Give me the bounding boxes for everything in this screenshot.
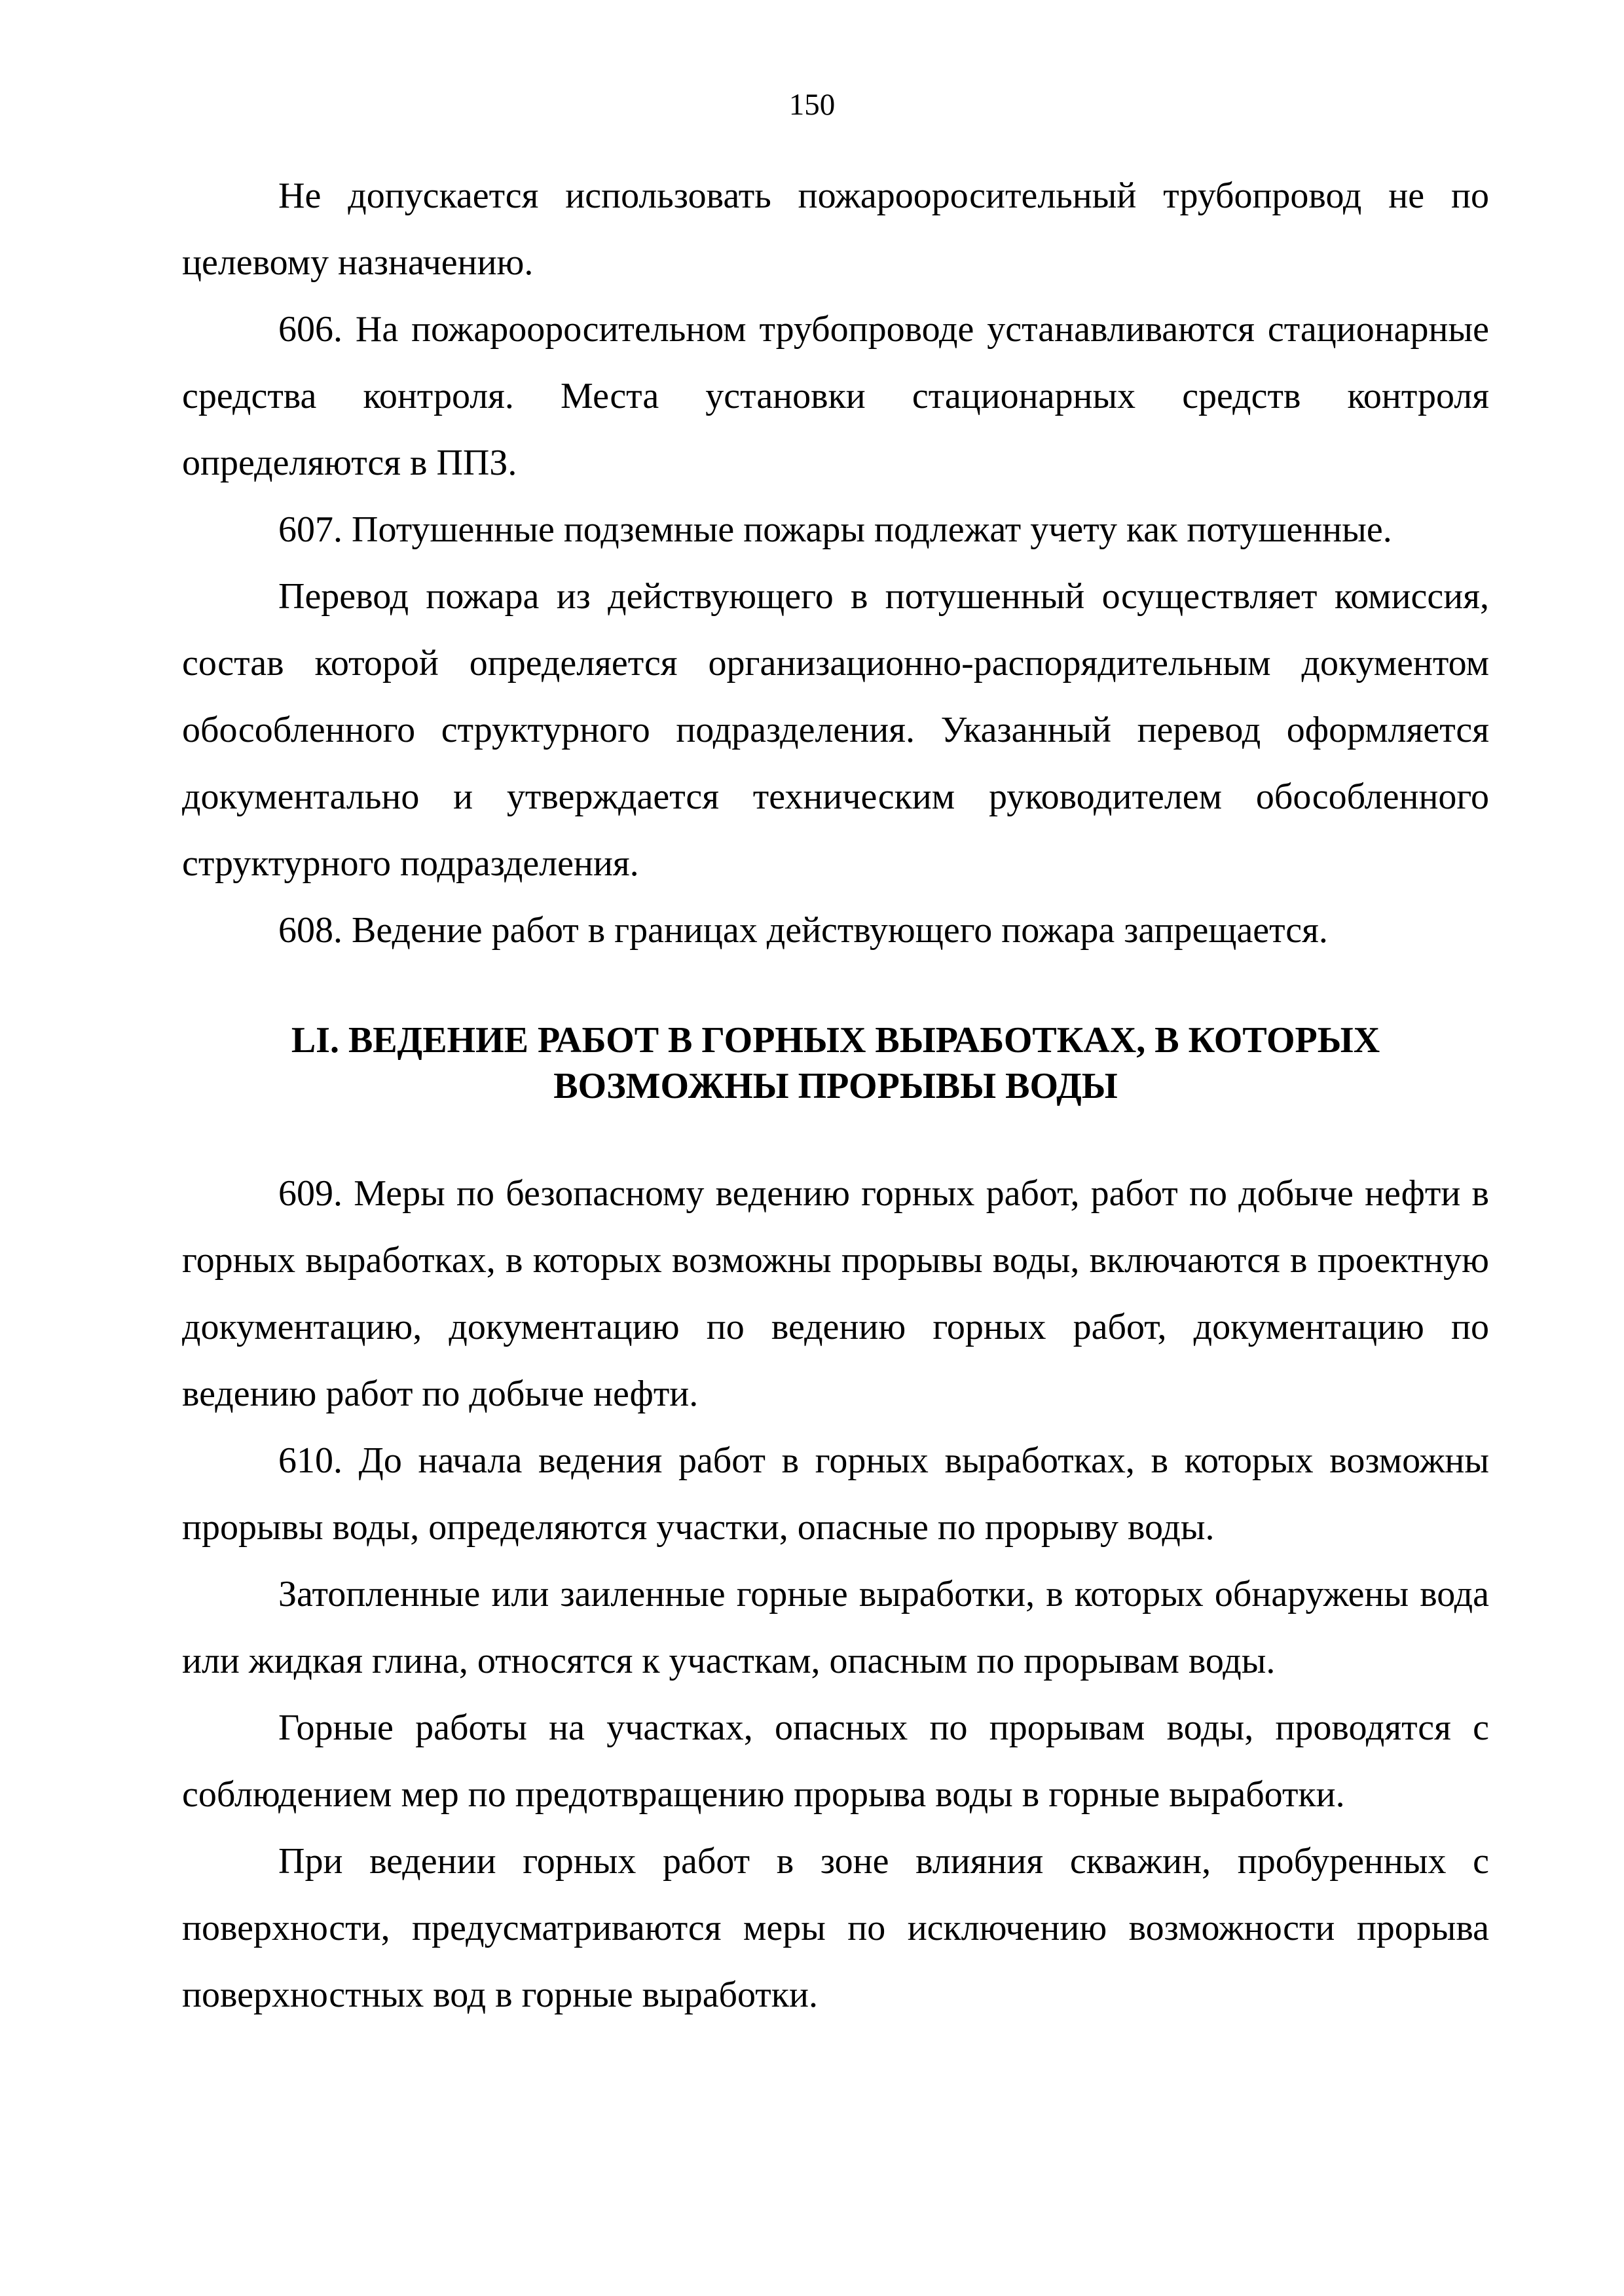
paragraph-610: 610. До начала ведения работ в горных выработках, в которых возможны прорывы воды, определяются участки, опасные по прорыву воды. (182, 1440, 1489, 1548)
section-heading (182, 964, 1489, 1160)
paragraph-mining-in-danger-zones: Горные работы на участках, опасных по прорывам воды, проводятся с соблюдением мер по предотвращению прорыва воды в горные выработки. (182, 1707, 1489, 1815)
paragraph-608: 608. Ведение работ в границах действующего пожара запрещается. (278, 910, 1328, 951)
paragraph-609: 609. Меры по безопасному ведению горных работ, работ по добыче нефти в горных выработках, в которых возможны прорывы воды, включаются в проектную документацию, документацию по ведению горных работ, документацию по ведению работ по добыче нефти. (182, 1173, 1489, 1414)
section-heading-line-1: LI. ВЕДЕНИЕ РАБОТ В ГОРНЫХ ВЫРАБОТКАХ, В КОТОРЫХ (291, 1020, 1380, 1061)
paragraph-flooded-workings: Затопленные или заиленные горные выработки, в которых обнаружены вода или жидкая глина, относятся к участкам, опасным по прорывам воды. (182, 1574, 1489, 1681)
section-heading-line-2: ВОЗМОЖНЫ ПРОРЫВЫ ВОДЫ (553, 1066, 1118, 1106)
paragraph-fire-transfer-commission: Перевод пожара из действующего в потушенный осуществляет комиссия, состав которой определяется организационно-распорядительным документом обособленного структурного подразделения. Указанный перевод оформляется документально и утверждается техническим руководителем обособленного структурного подразделения. (182, 576, 1489, 884)
paragraph-606: 606. На пожарооросительном трубопроводе устанавливаются стационарные средства контроля. Места установки стационарных средств контроля определяются в ППЗ. (182, 309, 1489, 483)
document-body (182, 162, 1489, 2028)
paragraph-607: 607. Потушенные подземные пожары подлежат учету как потушенные. (278, 509, 1392, 550)
paragraph-wells-influence-zone: При ведении горных работ в зоне влияния скважин, пробуренных с поверхности, предусматриваются меры по исключению возможности прорыва поверхностных вод в горные выработки. (182, 1841, 1489, 2015)
paragraph-pipeline-misuse: Не допускается использовать пожарооросительный трубопровод не по целевому назначению. (182, 175, 1489, 283)
page-number: 150 (788, 88, 836, 122)
